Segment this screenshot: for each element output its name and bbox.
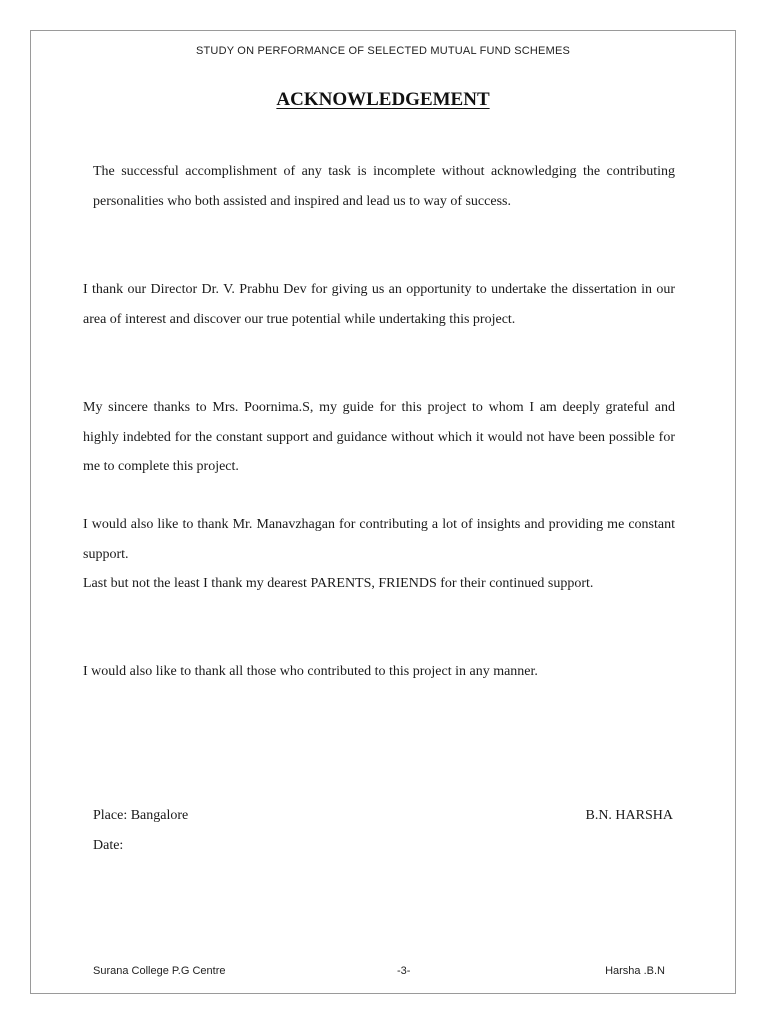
author-name: B.N. HARSHA	[585, 808, 673, 823]
paragraph-manavzhagan: I would also like to thank Mr. Manavzhagan for contributing a lot of insights and providing me constant support.	[83, 517, 675, 562]
date-label: Date:	[93, 838, 124, 853]
page-title-text: ACKNOWLEDGEMENT	[276, 89, 490, 110]
paragraph-intro: The successful accomplishment of any task is incomplete without acknowledging the contributing personalities who both assisted and inspired and lead us to way of success.	[93, 164, 675, 209]
footer-author: Harsha .B.N	[605, 965, 665, 977]
paragraph-all: I would also like to thank all those who contributed to this project in any manner.	[83, 664, 538, 679]
paragraph-director: I thank our Director Dr. V. Prabhu Dev for giving us an opportunity to undertake the dissertation in our area of interest and discover our true potential while undertaking this project.	[83, 282, 675, 327]
running-header: STUDY ON PERFORMANCE OF SELECTED MUTUAL FUND SCHEMES	[195, 45, 571, 57]
document-page	[30, 30, 736, 994]
footer-college: Surana College P.G Centre	[93, 965, 226, 977]
paragraph-guide: My sincere thanks to Mrs. Poornima.S, my guide for this project to whom I am deeply grateful and highly indebted for the constant support and guidance without which it would not have been possible for me to complete this project.	[83, 400, 675, 474]
place-label: Place: Bangalore	[93, 808, 189, 823]
page-title	[31, 89, 735, 111]
paragraph-parents: Last but not the least I thank my dearest PARENTS, FRIENDS for their continued support.	[83, 576, 594, 591]
footer-page-number: -3-	[397, 965, 411, 977]
